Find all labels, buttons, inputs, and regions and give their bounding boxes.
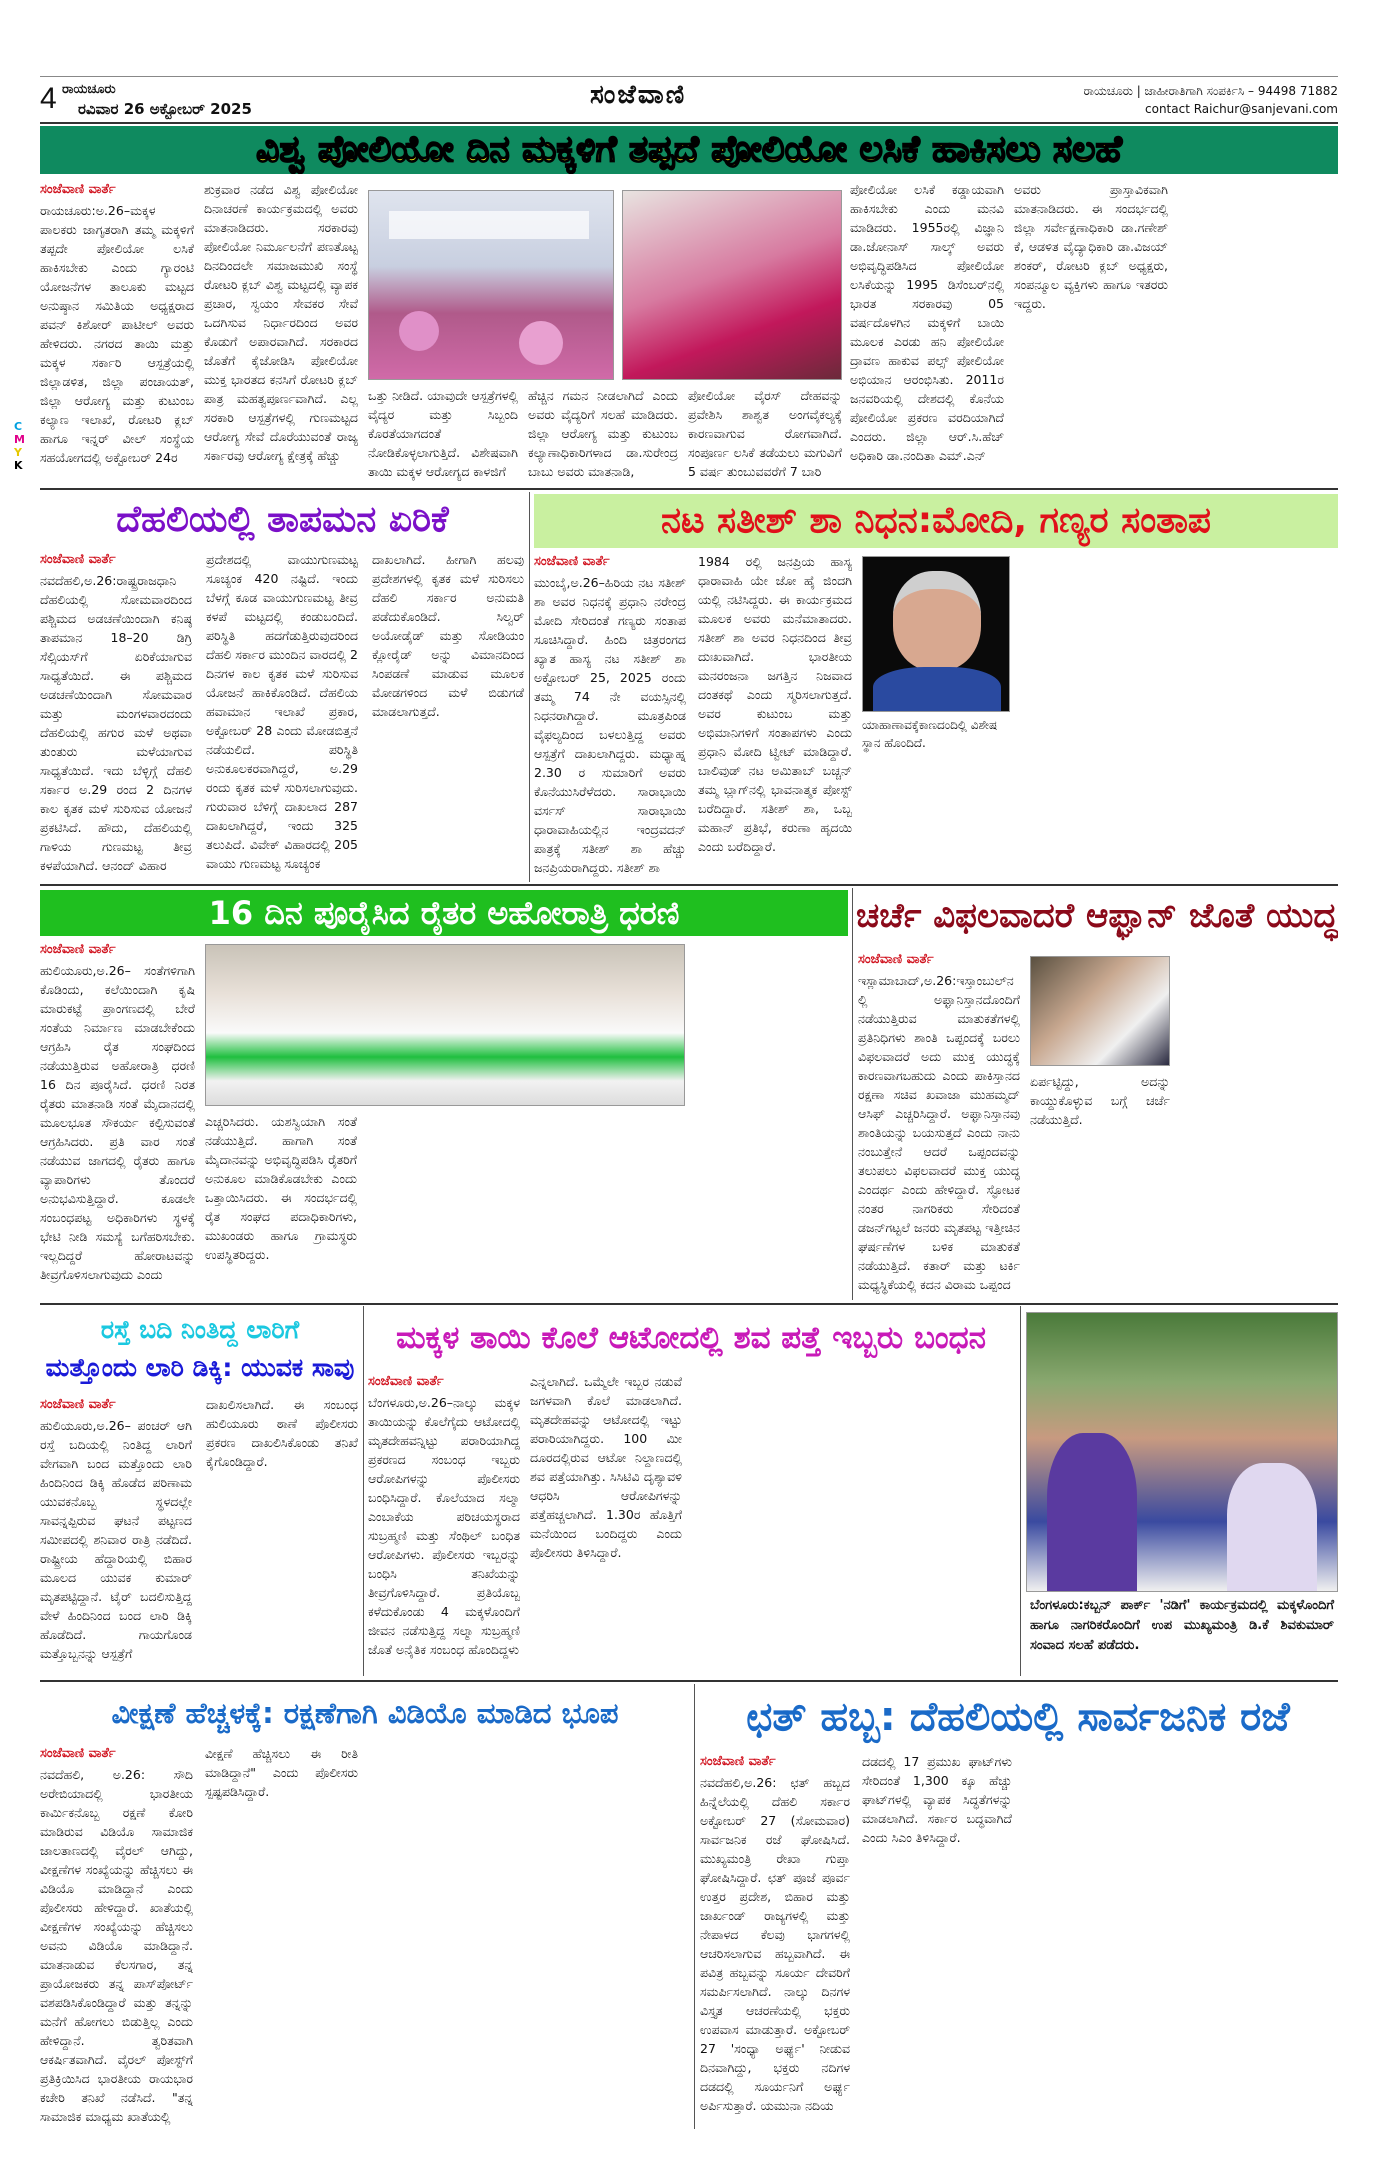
section-rule: [40, 1680, 1338, 1682]
polio-event-photo: [368, 190, 614, 380]
video-text: ನವದೆಹಲಿ, ಅ.26: ಸೌದಿ ಅರೇಬಿಯಾದಲ್ಲಿ ಭಾರತೀಯ ಕಾರ್ಮಿಕನೊಬ್ಬ ರಕ್ಷಣೆ ಕೋರಿ ಮಾಡಿರುವ ವಿಡಿಯೊ ಸಾಮಾಜಿಕ ಜಾಲತಾಣದಲ್ಲಿ ವೈರಲ್ ಆಗಿದ್ದು, ವೀಕ್ಷಣೆಗಳ ಸಂಖ್ಯೆಯನ್ನು ಹೆಚ್ಚಿಸಲು ಈ ವಿಡಿಯೊ ಮಾಡಿದ್ದಾನೆ ಎಂದು ಪೊಲೀಸರು ಹೇಳಿದ್ದಾರೆ. ಖಾತೆಯಲ್ಲಿ ವೀಕ್ಷಣೆಗಳ ಸಂಖ್ಯೆಯನ್ನು ಹೆಚ್ಚಿಸಲು ಅವನು ವಿಡಿಯೊ ಮಾಡಿದ್ದಾನೆ. ಮಾತನಾಡುವ ಕೆಲಸಗಾರ, ತನ್ನ ಪ್ರಾಯೋಜಕರು ತನ್ನ ಪಾಸ್‌ಪೋರ್ಟ್ ವಶಪಡಿಸಿಕೊಂಡಿದ್ದಾರೆ ಮತ್ತು ತನ್ನನ್ನು ಮನೆಗೆ ಹೋಗಲು ಬಿಡುತ್ತಿಲ್ಲ ಎಂದು ಹೇಳಿದ್ದಾನೆ. ತ್ವರಿತವಾಗಿ ಆಕರ್ಷಿತವಾಗಿದೆ. ವೈರಲ್ ಪೋಸ್ಟ್‌ಗೆ ಪ್ರತಿಕ್ರಿಯಿಸಿದ ಭಾರತೀಯ ರಾಯಭಾರ ಕಚೇರಿ ತನಿಖೆ ನಡೆಸಿದೆ. "ತನ್ನ ಸಾಮಾಜಿಕ ಮಾಧ್ಯಮ ಖಾತೆಯಲ್ಲಿ: [40, 1767, 193, 2124]
chhath-column: [862, 1752, 1012, 2129]
edition-date: ರವಿವಾರ 26 ಅಕ್ಟೋಬರ್ 2025: [78, 100, 252, 118]
polio-text: ಒತ್ತು ನೀಡಿದೆ. ಯಾವುದೇ ಆಸ್ಪತ್ರೆಗಳಲ್ಲಿ ವೈದ್ಯರ ಮತ್ತು ಸಿಬ್ಬಂದಿ ಕೊರತೆಯಾಗದಂತೆ ನೋಡಿಕೊಳ್ಳಲಾಗುತ್ತಿದೆ. ವಿಶೇಷವಾಗಿ ತಾಯಿ ಮಕ್ಕಳ ಆರೋಗ್ಯದ ಕಾಳಜಿಗೆ: [368, 388, 518, 479]
farmers-column: [369, 1112, 521, 1295]
polio-headline: ವಿಶ್ವ ಪೋಲಿಯೋ ದಿನ ಮಕ್ಕಳಿಗೆ ತಪ್ಪದೆ ಪೋಲಿಯೋ ಲಸಿಕೆ ಹಾಕಿಸಲು ಸಲಹೆ: [40, 126, 1338, 174]
video-column: [370, 1744, 523, 2129]
polio-column: [688, 386, 842, 482]
page-number: 4: [40, 82, 57, 115]
byline: ಸಂಜೆವಾಣಿ ವಾರ್ತೆ: [534, 554, 610, 569]
cmyk-m: M: [14, 433, 25, 446]
chhath-column: [700, 1752, 850, 2129]
polio-column: [528, 386, 678, 482]
delhi-heat-text: ನವದೆಹಲಿ,ಅ.26:ರಾಷ್ಟ್ರರಾಜಧಾನಿ ದೆಹಲಿಯಲ್ಲಿ ಸೋಮವಾರದಿಂದ ಪಶ್ಚಿಮದ ಅಡಚಣೆಯಿಂದಾಗಿ ಕನಿಷ್ಠ ತಾಪಮಾನ 18–20 ಡಿಗ್ರಿ ಸೆಲ್ಸಿಯಸ್‌ಗೆ ಏರಿಕೆಯಾಗುವ ಸಾಧ್ಯತೆಯಿದೆ. ಈ ಪಶ್ಚಿಮದ ಅಡಚಣೆಯಿಂದಾಗಿ ಸೋಮವಾರ ಮತ್ತು ಮಂಗಳವಾರದಂದು ದೆಹಲಿಯಲ್ಲಿ ಹಗುರ ಮಳೆ ಅಥವಾ ತುಂತುರು ಮಳೆಯಾಗುವ ಸಾಧ್ಯತೆಯಿದೆ. ಇದು ಬೆಳ್ಳಿಗ್ಗೆ ದೆಹಲಿ ಸರ್ಕಾರ ಅ.29 ರಂದ 2 ದಿನಗಳ ಕಾಲ ಕೃತಕ ಮಳೆ ಸುರಿಸುವ ಯೋಜನೆ ಪ್ರಕಟಿಸಿದೆ. ಹೌದು, ದೆಹಲಿಯಲ್ಲಿ ಗಾಳಿಯ ಗುಣಮಟ್ಟ ತೀವ್ರ ಕಳಪೆಯಾಗಿದೆ. ಆನಂದ್ ವಿಹಾರ: [40, 573, 192, 873]
polio-column: [1014, 180, 1168, 482]
delhi-heat-text: ಪ್ರದೇಶದಲ್ಲಿ ವಾಯುಗುಣಮಟ್ಟ ಸೂಚ್ಯಂಕ 420 ನಷ್ಟಿದೆ. ಇಂದು ಬೆಳಗ್ಗೆ ಕೂಡ ವಾಯುಗುಣಮಟ್ಟ ತೀವ್ರ ಕಳಪೆ ಮಟ್ಟದಲ್ಲಿ ಕಂಡುಬಂದಿದೆ. ಪರಿಸ್ಥಿತಿ ಹದಗೆಡುತ್ತಿರುವುದರಿಂದ ದೆಹಲಿ ಸರ್ಕಾರ ಮುಂದಿನ ವಾರದಲ್ಲಿ 2 ದಿನಗಳ ಕಾಲ ಕೃತಕ ಮಳೆ ಸುರಿಸುವ ಯೋಜನೆ ಹಾಕಿಕೊಂಡಿದೆ. ದೆಹಲಿಯ ಹವಾಮಾನ ಇಲಾಖೆ ಪ್ರಕಾರ, ಅಕ್ಟೋಬರ್ 28 ಎಂದು ಮೋಡಬಿತ್ತನೆ ನಡೆಯಲಿದೆ. ಪರಿಸ್ಥಿತಿ ಅನುಕೂಲಕರವಾಗಿದ್ದರೆ, ಅ.29 ರಂದು ಕೃತಕ ಮಳೆ ಸುರಿಸಲಾಗುವುದು. ಗುರುವಾರ ಬೆಳಿಗ್ಗೆ ದಾಖಲಾದ 287 ದಾಖಲಾಗಿದ್ದರೆ, ಇಂದು 325 ತಲುಪಿದೆ. ವಿವೇಕ್ ವಿಹಾರದಲ್ಲಿ 205 ವಾಯು ಗುಣಮಟ್ಟ ಸೂಚ್ಯಂಕ: [206, 552, 358, 871]
murder-text: ಬೆಂಗಳೂರು,ಅ.26–ನಾಲ್ಕು ಮಕ್ಕಳ ತಾಯಿಯನ್ನು ಕೊಲೆಗೈದು ಆಟೋದಲ್ಲಿ ಮೃತದೇಹವನ್ನಿಟ್ಟು ಪರಾರಿಯಾಗಿದ್ದ ಪ್ರಕರಣದ ಸಂಬಂಧ ಇಬ್ಬರು ಆರೋಪಿಗಳನ್ನು ಪೊಲೀಸರು ಬಂಧಿಸಿದ್ದಾರೆ. ಕೊಲೆಯಾದ ಸಲ್ಮಾ ಎಂಬಾಕೆಯ ಪರಿಚಯಸ್ಥರಾದ ಸುಬ್ರಹ್ಮಣಿ ಮತ್ತು ಸೆಂಥಿಲ್ ಬಂಧಿತ ಆರೋಪಿಗಳು. ಪೊಲೀಸರು ಇಬ್ಬರನ್ನು ಬಂಧಿಸಿ ತನಿಖೆಯನ್ನು ತೀವ್ರಗೊಳಿಸಿದ್ದಾರೆ. ಪ್ರತಿಯೊಬ್ಬ ಕಳೆದುಕೊಂಡು 4 ಮಕ್ಕಳೊಂದಿಗೆ ಜೀವನ ನಡೆಸುತ್ತಿದ್ದ ಸಲ್ಮಾ ಸುಬ್ರಹ್ಮಣಿ ಜೊತೆ ಅನೈತಿಕ ಸಂಬಂಧ ಹೊಂದಿದ್ದಳು: [368, 1395, 520, 1657]
chhath-text: ದಡದಲ್ಲಿ 17 ಪ್ರಮುಖ ಘಾಟ್‌ಗಳು ಸೇರಿದಂತೆ 1,300 ಕ್ಕೂ ಹೆಚ್ಚು ಘಾಟ್‌ಗಳಲ್ಲಿ ವ್ಯಾಪಕ ಸಿದ್ಧತೆಗಳನ್ನು ಮಾಡಲಾಗಿದೆ. ಸರ್ಕಾರ ಬದ್ಧವಾಗಿದೆ ಎಂದು ಸಿಎಂ ತಿಳಿಸಿದ್ದಾರೆ.: [862, 1754, 1012, 1845]
farmers-headline: 16 ದಿನ ಪೂರೈಸಿದ ರೈತರ ಅಹೋರಾತ್ರಿ ಧರಣಿ: [40, 890, 848, 936]
column-divider: [529, 492, 530, 882]
satish-shah-text: ಮುಂಬೈ,ಅ.26–ಹಿರಿಯ ನಟ ಸತೀಶ್ ಶಾ ಅವರ ನಿಧನಕ್ಕೆ ಪ್ರಧಾನಿ ನರೇಂದ್ರ ಮೋದಿ ಸೇರಿದಂತೆ ಗಣ್ಯರು ಸಂತಾಪ ಸೂಚಿಸಿದ್ದಾರೆ. ಹಿಂದಿ ಚಿತ್ರರಂಗದ ಖ್ಯಾತ ಹಾಸ್ಯ ನಟ ಸತೀಶ್ ಶಾ ಅಕ್ಟೋಬರ್ 25, 2025 ರಂದು ತಮ್ಮ 74 ನೇ ವಯಸ್ಸಿನಲ್ಲಿ ನಿಧನರಾಗಿದ್ದಾರೆ. ಮೂತ್ರಪಿಂಡ ವೈಫಲ್ಯದಿಂದ ಬಳಲುತ್ತಿದ್ದ ಅವರು ಆಸ್ಪತ್ರೆಗೆ ದಾಖಲಾಗಿದ್ದರು. ಮಧ್ಯಾಹ್ನ 2.30 ರ ಸುಮಾರಿಗೆ ಅವರು ಕೊನೆಯುಸಿರೆಳೆದರು. ಸಾರಾಭಾಯಿ ವರ್ಸಸ್ ಸಾರಾಭಾಯಿ ಧಾರಾವಾಹಿಯಲ್ಲಿನ ಇಂದ್ರವದನ್ ಪಾತ್ರಕ್ಕೆ ಸತೀಶ್ ಶಾ ಹೆಚ್ಚು ಜನಪ್ರಿಯರಾಗಿದ್ದರು. ಸತೀಶ್ ಶಾ: [534, 575, 686, 875]
column-divider: [1020, 1306, 1021, 1676]
afghan-headline: ಚರ್ಚೆ ವಿಫಲವಾದರೆ ಆಫ್ಘಾನ್ ಜೊತೆ ಯುದ್ಧ: [856, 896, 1338, 936]
satish-shah-headline: ನಟ ಸತೀಶ್ ಶಾ ನಿಧನ:ಮೋದಿ, ಗಣ್ಯರ ಸಂತಾಪ: [534, 494, 1338, 548]
polio-vaccination-photo: [622, 190, 842, 380]
polio-column: [850, 180, 1004, 482]
polio-column: [368, 386, 518, 482]
byline: ಸಂಜೆವಾಣಿ ವಾರ್ತೆ: [40, 1397, 116, 1412]
cmyk-marks: [14, 420, 25, 472]
murder-column: [368, 1372, 520, 1675]
video-column: [205, 1744, 358, 2129]
murder-text: ಎನ್ನಲಾಗಿದೆ. ಒಮ್ಮೆಲೇ ಇಬ್ಬರ ನಡುವೆ ಜಗಳವಾಗಿ ಕೊಲೆ ಮಾಡಲಾಗಿದೆ. ಮೃತದೇಹವನ್ನು ಆಟೋದಲ್ಲಿ ಇಟ್ಟು ಪರಾರಿಯಾಗಿದ್ದರು. 100 ಮೀ ದೂರದಲ್ಲಿರುವ ಆಟೋ ನಿಲ್ದಾಣದಲ್ಲಿ ಶವ ಪತ್ತೆಯಾಗಿತ್ತು. ಸಿಸಿಟಿವಿ ದೃಶ್ಯಾವಳಿ ಆಧರಿಸಿ ಆರೋಪಿಗಳನ್ನು ಪತ್ತೆಹಚ್ಚಲಾಗಿದೆ. 1.30ರ ಹೊತ್ತಿಗೆ ಮನೆಯಿಂದ ಬಂದಿದ್ದರು ಎಂದು ಪೊಲೀಸರು ತಿಳಿಸಿದ್ದಾರೆ.: [530, 1374, 682, 1560]
lorry-column: [206, 1395, 358, 1675]
chhath-text: ನವದೆಹಲಿ,ಅ.26: ಛತ್ ಹಬ್ಬದ ಹಿನ್ನೆಲೆಯಲ್ಲಿ ದೆಹಲಿ ಸರ್ಕಾರ ಅಕ್ಟೋಬರ್ 27 (ಸೋಮವಾರ) ಸಾರ್ವಜನಿಕ ರಜೆ ಘೋಷಿಸಿದೆ. ಮುಖ್ಯಮಂತ್ರಿ ರೇಖಾ ಗುಪ್ತಾ ಘೋಷಿಸಿದ್ದಾರೆ. ಛತ್ ಪೂಜೆ ಪೂರ್ವ ಉತ್ತರ ಪ್ರದೇಶ, ಬಿಹಾರ ಮತ್ತು ಜಾರ್ಖಂಡ್ ರಾಜ್ಯಗಳಲ್ಲಿ ಮತ್ತು ನೇಪಾಳದ ಕೆಲವು ಭಾಗಗಳಲ್ಲಿ ಆಚರಿಸಲಾಗುವ ಹಬ್ಬವಾಗಿದೆ. ಈ ಪವಿತ್ರ ಹಬ್ಬವನ್ನು ಸೂರ್ಯ ದೇವರಿಗೆ ಸಮರ್ಪಿಸಲಾಗಿದೆ. ನಾಲ್ಕು ದಿನಗಳ ವಿಸ್ತೃತ ಆಚರಣೆಯಲ್ಲಿ ಭಕ್ತರು ಉಪವಾಸ ಮಾಡುತ್ತಾರೆ. ಅಕ್ಟೋಬರ್ 27 'ಸಂಧ್ಯಾ ಅರ್ಘ್ಯ' ನೀಡುವ ದಿನವಾಗಿದ್ದು, ಭಕ್ತರು ನದಿಗಳ ದಡದಲ್ಲಿ ಸೂರ್ಯನಿಗೆ ಅರ್ಘ್ಯ ಅರ್ಪಿಸುತ್ತಾರೆ. ಯಮುನಾ ನದಿಯ: [700, 1775, 850, 2113]
polio-column: [40, 180, 194, 482]
murder-headline: ಮಕ್ಕಳ ತಾಯಿ ಕೊಲೆ ಆಟೋದಲ್ಲಿ ಶವ ಪತ್ತೆ ಇಬ್ಬರು ಬಂಧನ: [396, 1319, 986, 1356]
delhi-heat-headline: ದೆಹಲಿಯಲ್ಲಿ ತಾಪಮನ ಏರಿಕೆ: [116, 499, 449, 540]
afghan-column: [1030, 1072, 1170, 1295]
byline: ಸಂಜೆವಾಣಿ ವಾರ್ತೆ: [368, 1374, 444, 1389]
byline: ಸಂಜೆವಾಣಿ ವಾರ್ತೆ: [40, 1746, 116, 1761]
lorry-headline: [40, 1312, 360, 1388]
video-text: ವೀಕ್ಷಣೆ ಹೆಚ್ಚಿಸಲು ಈ ರೀತಿ ಮಾಡಿದ್ದಾನೆ" ಎಂದು ಪೊಲೀಸರು ಸ್ಪಷ್ಟಪಡಿಸಿದ್ದಾರೆ.: [205, 1746, 358, 1799]
polio-column: [204, 180, 358, 482]
column-divider: [694, 1684, 695, 2129]
section-rule: [40, 1303, 1338, 1305]
edition-city: ರಾಯಚೂರು: [62, 82, 116, 97]
cmyk-y: Y: [14, 446, 22, 459]
satish-shah-column: [534, 552, 686, 880]
lorry-text: ಹುಲಿಯೂರು,ಅ.26– ಪಂಚರ್ ಆಗಿ ರಸ್ತೆ ಬದಿಯಲ್ಲಿ ನಿಂತಿದ್ದ ಲಾರಿಗೆ ವೇಗವಾಗಿ ಬಂದ ಮತ್ತೊಂದು ಲಾರಿ ಹಿಂದಿನಿಂದ ಡಿಕ್ಕಿ ಹೊಡೆದ ಪರಿಣಾಮ ಯುವಕನೊಬ್ಬ ಸ್ಥಳದಲ್ಲೇ ಸಾವನ್ನಪ್ಪಿರುವ ಘಟನೆ ಪಟ್ಟಣದ ಸಮೀಪದಲ್ಲಿ ಶನಿವಾರ ರಾತ್ರಿ ನಡೆದಿದೆ. ರಾಷ್ಟ್ರೀಯ ಹೆದ್ದಾರಿಯಲ್ಲಿ ಬಿಹಾರ ಮೂಲದ ಯುವಕ ಕುಮಾರ್ ಮೃತಪಟ್ಟಿದ್ದಾನೆ. ಟೈರ್ ಬದಲಿಸುತ್ತಿದ್ದ ವೇಳೆ ಹಿಂದಿನಿಂದ ಬಂದ ಲಾರಿ ಡಿಕ್ಕಿ ಹೊಡೆದಿದೆ. ಗಾಯಗೊಂಡ ಮತ್ತೊಬ್ಬನನ್ನು ಆಸ್ಪತ್ರೆಗೆ: [40, 1418, 192, 1661]
farmers-column: [533, 1112, 685, 1295]
afghan-column: [858, 950, 1020, 1295]
farmers-text: ಎಚ್ಚರಿಸಿದರು. ಯಶಸ್ವಿಯಾಗಿ ಸಂತೆ ನಡೆಯುತ್ತಿದೆ. ಹಾಗಾಗಿ ಸಂತೆ ಮೈದಾನವನ್ನು ಅಭಿವೃದ್ಧಿಪಡಿಸಿ ರೈತರಿಗೆ ಅನುಕೂಲ ಮಾಡಿಕೊಡಬೇಕು ಎಂದು ಒತ್ತಾಯಿಸಿದರು. ಈ ಸಂದರ್ಭದಲ್ಲಿ ರೈತ ಸಂಘದ ಪದಾಧಿಕಾರಿಗಳು, ಮುಖಂಡರು ಹಾಗೂ ಗ್ರಾಮಸ್ಥರು ಉಪಸ್ಥಿತರಿದ್ದರು.: [205, 1114, 357, 1262]
header-rule: [40, 122, 1338, 124]
photo-news-caption: ಬೆಂಗಳೂರು:ಕಬ್ಬನ್ ಪಾರ್ಕ್ 'ನಡಿಗೆ' ಕಾರ್ಯಕ್ರಮದಲ್ಲಿ ಮಕ್ಕಳೊಂದಿಗೆ ಹಾಗೂ ನಾಗರಿಕರೊಂದಿಗೆ ಉಪ ಮುಖ್ಯಮಂತ್ರಿ ಡಿ.ಕೆ ಶಿವಕುಮಾರ್ ಸಂವಾದ ಸಲಹೆ ಪಡೆದರು.: [1030, 1598, 1334, 1653]
video-column: [535, 1744, 688, 2129]
polio-text: ರಾಯಚೂರು:ಅ.26–ಮಕ್ಕಳ ಪಾಲಕರು ಜಾಗೃತರಾಗಿ ತಮ್ಮ ಮಕ್ಕಳಿಗೆ ತಪ್ಪದೇ ಪೋಲಿಯೋ ಲಸಿಕೆ ಹಾಕಿಸಬೇಕು ಎಂದು ಗ್ಯಾರಂಟಿ ಯೋಜನೆಗಳ ತಾಲೂಕು ಮಟ್ಟದ ಅನುಷ್ಠಾನ ಸಮಿತಿಯ ಅಧ್ಯಕ್ಷರಾದ ಪವನ್ ಕಿಶೋರ್ ಪಾಟೀಲ್ ಅವರು ಹೇಳಿದರು. ನಗರದ ತಾಯಿ ಮತ್ತು ಮಕ್ಕಳ ಸರ್ಕಾರಿ ಆಸ್ಪತ್ರೆಯಲ್ಲಿ ಜಿಲ್ಲಾಡಳಿತ, ಜಿಲ್ಲಾ ಪಂಚಾಯತ್, ಜಿಲ್ಲಾ ಆರೋಗ್ಯ ಮತ್ತು ಕುಟುಂಬ ಕಲ್ಯಾಣ ಇಲಾಖೆ, ರೋಟರಿ ಕ್ಲಬ್ ಹಾಗೂ ಇನ್ನರ್ ವೀಲ್ ಸಂಸ್ಥೆಯ ಸಹಯೋಗದಲ್ಲಿ ಅಕ್ಟೋಬರ್ 24ರ: [40, 203, 194, 465]
murder-column: [854, 1372, 1014, 1675]
contact-email[interactable]: contact Raichur@sanjevani.com: [1145, 102, 1338, 116]
cmyk-c: C: [14, 420, 23, 433]
column-divider: [363, 1306, 364, 1676]
ad-contact: ರಾಯಚೂರು | ಜಾಹೀರಾತಿಗಾಗಿ ಸಂಪರ್ಕಿಸಿ – 94498 71882: [1083, 84, 1338, 98]
polio-column: [1178, 180, 1338, 482]
afghan-text: ಇಸ್ಲಾಮಾಬಾದ್,ಅ.26:ಇಸ್ತಾಂಬುಲ್‌ನಲ್ಲಿ ಅಫ್ಘಾನಿಸ್ತಾನದೊಂದಿಗೆ ನಡೆಯುತ್ತಿರುವ ಮಾತುಕತೆಗಳಲ್ಲಿ ಪ್ರತಿನಿಧಿಗಳು ಶಾಂತಿ ಒಪ್ಪಂದಕ್ಕೆ ಬರಲು ವಿಫಲವಾದರೆ ಅದು ಮುಕ್ತ ಯುದ್ಧಕ್ಕೆ ಕಾರಣವಾಗಬಹುದು ಎಂದು ಪಾಕಿಸ್ತಾನದ ರಕ್ಷಣಾ ಸಚಿವ ಖವಾಜಾ ಮುಹಮ್ಮದ್ ಆಸಿಫ್ ಎಚ್ಚರಿಸಿದ್ದಾರೆ. ಅಫ್ಘಾನಿಸ್ತಾನವು ಶಾಂತಿಯನ್ನು ಬಯಸುತ್ತದೆ ಎಂದು ನಾನು ನಂಬುತ್ತೇನೆ ಆದರೆ ಒಪ್ಪಂದವನ್ನು ತಲುಪಲು ವಿಫಲವಾದರೆ ಮುಕ್ತ ಯುದ್ಧ ಎಂದರ್ಥ ಎಂದು ಹೇಳಿದ್ದಾರೆ. ಸ್ಫೋಟಕ ನಂತರ ನಾಗರಿಕರು ಸೇರಿದಂತೆ ಡಜನ್‌ಗಟ್ಟಲೆ ಜನರು ಮೃತಪಟ್ಟ ಇತ್ತೀಚಿನ ಘರ್ಷಣೆಗಳ ಬಳಿಕ ಮಾತುಕತೆ ನಡೆಯುತ್ತಿದೆ. ಕತಾರ್ ಮತ್ತು ಟರ್ಕಿ ಮಧ್ಯಸ್ಥಿಕೆಯಲ್ಲಿ ಕದನ ವಿರಾಮ ಒಪ್ಪಂದ: [858, 973, 1020, 1292]
afghan-text: ಏರ್ಪಟ್ಟಿದ್ದು, ಅದನ್ನು ಕಾಯ್ದುಕೊಳ್ಳುವ ಬಗ್ಗೆ ಚರ್ಚೆ ನಡೆಯುತ್ತಿದೆ.: [1030, 1074, 1170, 1127]
farmers-protest-photo: [205, 944, 685, 1106]
delhi-heat-text: ದಾಖಲಾಗಿದೆ. ಹೀಗಾಗಿ ಹಲವು ಪ್ರದೇಶಗಳಲ್ಲಿ ಕೃತಕ ಮಳೆ ಸುರಿಸಲು ದೆಹಲಿ ಸರ್ಕಾರ ಅನುಮತಿ ಪಡೆದುಕೊಂಡಿದೆ. ಸಿಲ್ವರ್ ಅಯೋಡೈಡ್ ಮತ್ತು ಸೋಡಿಯಂ ಕ್ಲೋರೈಡ್ ಅನ್ನು ವಿಮಾನದಿಂದ ಸಿಂಪಡಣೆ ಮಾಡುವ ಮೂಲಕ ಮೋಡಗಳಿಂದ ಮಳೆ ಬಿಡುಗಡೆ ಮಾಡಲಾಗುತ್ತದೆ.: [372, 552, 524, 719]
polio-text: ಪೋಲಿಯೋ ವೈರಸ್ ದೇಹವನ್ನು ಪ್ರವೇಶಿಸಿ ಶಾಶ್ವತ ಅಂಗವೈಕಲ್ಯಕ್ಕೆ ಕಾರಣವಾಗುವ ರೋಗವಾಗಿದೆ. ಸಂಪೂರ್ಣ ಲಸಿಕೆ ತಡೆಯಲು ಮಗುವಿಗೆ 5 ವರ್ಷ ತುಂಬುವವರೆಗೆ 7 ಬಾರಿ: [688, 388, 842, 479]
byline: ಸಂಜೆವಾಣಿ ವಾರ್ತೆ: [40, 942, 116, 957]
murder-column: [692, 1372, 844, 1675]
video-column: [40, 1744, 193, 2129]
lorry-headline-line2: ಮತ್ತೊಂದು ಲಾರಿ ಡಿಕ್ಕಿ: ಯುವಕ ಸಾವು: [45, 1353, 355, 1382]
delhi-heat-column: [206, 550, 358, 880]
satish-shah-column: [1184, 552, 1338, 880]
video-headline: ವೀಕ್ಷಣೆ ಹೆಚ್ಚಳಕ್ಕೆ: ರಕ್ಷಣೆಗಾಗಿ ವಿಡಿಯೊ ಮಾಡಿದ ಭೂಪ: [111, 1695, 619, 1730]
column-divider: [852, 888, 853, 1300]
section-rule: [40, 488, 1338, 490]
logo-text: ಸಂಜೆವಾಣಿ: [590, 80, 687, 110]
cmyk-k: K: [14, 459, 23, 472]
afghan-column: [1180, 950, 1338, 1295]
polio-text: ಪೋಲಿಯೋ ಲಸಿಕೆ ಕಡ್ಡಾಯವಾಗಿ ಹಾಕಿಸಬೇಕು ಎಂದು ಮನವಿ ಮಾಡಿದರು. 1955ರಲ್ಲಿ ವಿಜ್ಞಾನಿ ಡಾ.ಜೋನಾಸ್ ಸಾಲ್ಕ್ ಅವರು ಅಭಿವೃದ್ಧಿಪಡಿಸಿದ ಪೋಲಿಯೋ ಲಸಿಕೆಯನ್ನು 1995 ಡಿಸೆಂಬರ್‌ನಲ್ಲಿ ಭಾರತ ಸರಕಾರವು 05 ವರ್ಷದೊಳಗಿನ ಮಕ್ಕಳಿಗೆ ಬಾಯಿ ಮೂಲಕ ಎರಡು ಹನಿ ಪೋಲಿಯೋ ದ್ರಾವಣ ಹಾಕುವ ಪಲ್ಸ್ ಪೋಲಿಯೋ ಅಭಿಯಾನ ಆರಂಭಿಸಿತು. 2011ರ ಜನವರಿಯಲ್ಲಿ ದೇಶದಲ್ಲಿ ಕೊನೆಯ ಪೋಲಿಯೋ ಪ್ರಕರಣ ವರದಿಯಾಗಿದೆ ಎಂದರು. ಜಿಲ್ಲಾ ಆರ್.ಸಿ.ಹೆಚ್ ಅಧಿಕಾರಿ ಡಾ.ನಂದಿತಾ ಎಮ್.ಎನ್: [850, 182, 1004, 463]
lorry-column: [40, 1395, 192, 1675]
polio-text: ಹೆಚ್ಚಿನ ಗಮನ ನೀಡಲಾಗಿದೆ ಎಂದು ಅವರು ವೈದ್ಯರಿಗೆ ಸಲಹೆ ಮಾಡಿದರು. ಜಿಲ್ಲಾ ಆರೋಗ್ಯ ಮತ್ತು ಕುಟುಂಬ ಕಲ್ಯಾಣಾಧಿಕಾರಿಗಳಾದ ಡಾ.ಸುರೇಂದ್ರ ಬಾಬು ಅವರು ಮಾತನಾಡಿ,: [528, 388, 678, 479]
delhi-heat-column: [372, 550, 524, 880]
masthead-logo: [590, 80, 686, 111]
satish-shah-photo-caption: ಯಾಹಾಣಾವಕ್ಕೆಕಾಣದಂದಿಲ್ಲಿ ವಿಶೇಷ ಸ್ಥಾನ ಹೊಂದಿದೆ.: [862, 718, 998, 750]
chhath-column: [1186, 1752, 1338, 2129]
farmers-column: [695, 940, 845, 1295]
byline: ಸಂಜೆವಾಣಿ ವಾರ್ತೆ: [858, 952, 934, 967]
satish-shah-column: [698, 552, 852, 880]
chhath-headline: ಛತ್ ಹಬ್ಬ: ದೆಹಲಿಯಲ್ಲಿ ಸಾರ್ವಜನಿಕ ರಜೆ: [746, 1694, 1290, 1740]
satish-shah-column: [1020, 552, 1172, 880]
delhi-heat-column: [40, 550, 192, 880]
byline: ಸಂಜೆವಾಣಿ ವಾರ್ತೆ: [700, 1754, 776, 1769]
section-rule: [40, 884, 1338, 886]
murder-column: [530, 1372, 682, 1675]
satish-shah-text: 1984 ರಲ್ಲಿ ಜನಪ್ರಿಯ ಹಾಸ್ಯ ಧಾರಾವಾಹಿ ಯೇ ಜೋ ಹೈ ಜಿಂದಗಿ ಯಲ್ಲಿ ನಟಿಸಿದ್ದರು. ಈ ಕಾರ್ಯಕ್ರಮದ ಮೂಲಕ ಅವರು ಮನೆಮಾತಾದರು. ಸತೀಶ್ ಶಾ ಅವರ ನಿಧನದಿಂದ ತೀವ್ರ ದುಃಖವಾಗಿದೆ. ಭಾರತೀಯ ಮನರಂಜನಾ ಜಗತ್ತಿನ ನಿಜವಾದ ದಂತಕಥೆ ಎಂದು ಸ್ಮರಿಸಲಾಗುತ್ತದೆ. ಅವರ ಕುಟುಂಬ ಮತ್ತು ಅಭಿಮಾನಿಗಳಿಗೆ ಸಂತಾಪಗಳು ಎಂದು ಪ್ರಧಾನಿ ಮೋದಿ ಟ್ವೀಟ್ ಮಾಡಿದ್ದಾರೆ. ಬಾಲಿವುಡ್ ನಟ ಅಮಿತಾಬ್ ಬಚ್ಚನ್ ತಮ್ಮ ಬ್ಲಾಗ್‌ನಲ್ಲಿ ಭಾವನಾತ್ಮಕ ಪೋಸ್ಟ್ ಬರೆದಿದ್ದಾರೆ. ಸತೀಶ್ ಶಾ, ಒಬ್ಬ ಮಹಾನ್ ಪ್ರತಿಭೆ, ಕರುಣಾ ಹೃದಯಿ ಎಂದು ಬರೆದಿದ್ದಾರೆ.: [698, 554, 852, 854]
top-rule: [40, 76, 1338, 77]
lorry-text: ದಾಖಲಿಸಲಾಗಿದೆ. ಈ ಸಂಬಂಧ ಹುಲಿಯೂರು ಠಾಣೆ ಪೊಲೀಸರು ಪ್ರಕರಣ ದಾಖಲಿಸಿಕೊಂಡು ತನಿಖೆ ಕೈಗೊಂಡಿದ್ದಾರೆ.: [206, 1397, 358, 1469]
chhath-column: [1024, 1752, 1174, 2129]
farmers-column: [40, 940, 195, 1295]
polio-text: ಅವರು ಪ್ರಾಸ್ತಾವಿಕವಾಗಿ ಮಾತನಾಡಿದರು. ಈ ಸಂದರ್ಭದಲ್ಲಿ ಜಿಲ್ಲಾ ಸರ್ವೇಕ್ಷಣಾಧಿಕಾರಿ ಡಾ.ಗಣೇಶ್ ಕೆ, ಆಡಳಿತ ವೈದ್ಯಾಧಿಕಾರಿ ಡಾ.ವಿಜಯ್ ಶಂಕರ್, ರೋಟರಿ ಕ್ಲಬ್ ಅಧ್ಯಕ್ಷರು, ಸಂಪನ್ಮೂಲ ವ್ಯಕ್ತಿಗಳು ಹಾಗೂ ಇತರರು ಇದ್ದರು.: [1014, 182, 1168, 311]
khawaja-asif-photo: [1030, 956, 1170, 1066]
lorry-headline-line1: ರಸ್ತೆ ಬದಿ ನಿಂತಿದ್ದ ಲಾರಿಗೆ: [100, 1315, 300, 1344]
byline: ಸಂಜೆವಾಣಿ ವಾರ್ತೆ: [40, 552, 116, 567]
satish-shah-photo: [862, 556, 1010, 712]
satish-shah-column: [862, 760, 1012, 880]
byline: ಸಂಜೆವಾಣಿ ವಾರ್ತೆ: [40, 182, 116, 197]
farmers-column: [205, 1112, 357, 1295]
polio-text: ಶುಕ್ರವಾರ ನಡೆದ ವಿಶ್ವ ಪೋಲಿಯೋ ದಿನಾಚರಣೆ ಕಾರ್ಯಕ್ರಮದಲ್ಲಿ ಅವರು ಮಾತನಾಡಿದರು. ಸರಕಾರವು ಪೋಲಿಯೋ ನಿರ್ಮೂಲನೆಗೆ ಪಣತೊಟ್ಟ ದಿನದಿಂದಲೇ ಸಮಾಜಮುಖಿ ಸಂಸ್ಥೆ ರೋಟರಿ ಕ್ಲಬ್ ವಿಶ್ವ ಮಟ್ಟದಲ್ಲಿ ವ್ಯಾಪಕ ಪ್ರಚಾರ, ಸ್ವಯಂ ಸೇವಕರ ಸೇವೆ ಒದಗಿಸುವ ನಿರ್ಧಾರದಿಂದ ಅವರ ಕೊಡುಗೆ ಅಪಾರವಾಗಿದೆ. ಸರಕಾರದ ಜೊತೆಗೆ ಕೈಜೋಡಿಸಿ ಪೋಲಿಯೋ ಮುಕ್ತ ಭಾರತದ ಕನಸಿಗೆ ರೋಟರಿ ಕ್ಲಬ್ ಪಾತ್ರ ಮಹತ್ವಪೂರ್ಣವಾಗಿದೆ. ಎಲ್ಲ ಸರಕಾರಿ ಆಸ್ಪತ್ರೆಗಳಲ್ಲಿ ಗುಣಮಟ್ಟದ ಆರೋಗ್ಯ ಸೇವೆ ದೊರೆಯುವಂತೆ ರಾಜ್ಯ ಸರ್ಕಾರವು ಆರೋಗ್ಯ ಕ್ಷೇತ್ರಕ್ಕೆ ಹೆಚ್ಚು: [204, 182, 358, 463]
farmers-text: ಹುಲಿಯೂರು,ಅ.26– ಸಂತೆಗಳಿಗಾಗಿ ಕೊಡಿಂದು, ಕಲೆಯಿಂದಾಗಿ ಕೃಷಿ ಮಾರುಕಟ್ಟೆ ಪ್ರಾಂಗಣದಲ್ಲಿ ಬೇರೆ ಸಂತೆಯ ನಿರ್ಮಾಣ ಮಾಡಬೇಕೆಂದು ಆಗ್ರಹಿಸಿ ರೈತ ಸಂಘದಿಂದ ನಡೆಯುತ್ತಿರುವ ಅಹೋರಾತ್ರಿ ಧರಣಿ 16 ದಿನ ಪೂರೈಸಿದೆ. ಧರಣಿ ನಿರತ ರೈತರು ಮಾತನಾಡಿ ಸಂತೆ ಮೈದಾನದಲ್ಲಿ ಮೂಲಭೂತ ಸೌಕರ್ಯ ಕಲ್ಪಿಸುವಂತೆ ಆಗ್ರಹಿಸಿದರು. ಪ್ರತಿ ವಾರ ಸಂತೆ ನಡೆಯುವ ಜಾಗದಲ್ಲಿ ರೈತರು ಹಾಗೂ ವ್ಯಾಪಾರಿಗಳು ತೊಂದರೆ ಅನುಭವಿಸುತ್ತಿದ್ದಾರೆ. ಕೂಡಲೇ ಸಂಬಂಧಪಟ್ಟ ಅಧಿಕಾರಿಗಳು ಸ್ಥಳಕ್ಕೆ ಭೇಟಿ ನೀಡಿ ಸಮಸ್ಯೆ ಬಗೆಹರಿಸಬೇಕು. ಇಲ್ಲದಿದ್ದರೆ ಹೋರಾಟವನ್ನು ತೀವ್ರಗೊಳಿಸಲಾಗುವುದು ಎಂದು: [40, 963, 195, 1282]
dk-shivakumar-cubbon-park-photo: [1026, 1312, 1338, 1592]
